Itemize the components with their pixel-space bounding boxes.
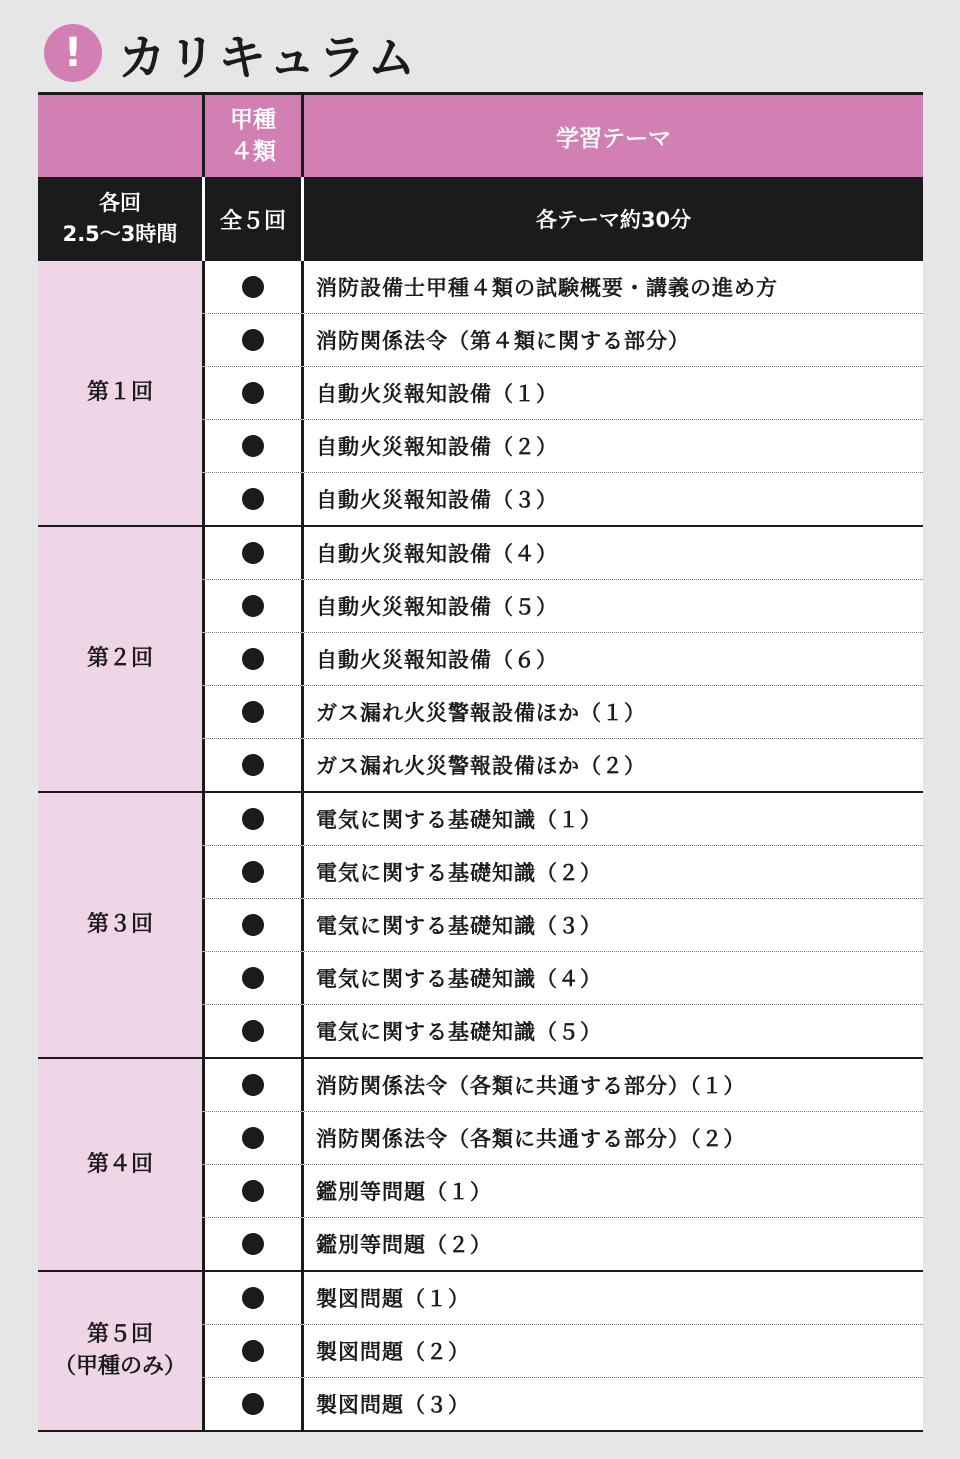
mark-cell — [202, 1218, 304, 1270]
bullet-dot-icon — [242, 967, 264, 989]
table-row — [202, 793, 923, 846]
table-row — [202, 1165, 923, 1218]
mark-cell — [202, 580, 304, 632]
bullet-dot-icon — [242, 488, 264, 510]
topic-text: 製図問題（２） — [316, 1340, 470, 1364]
table-row — [202, 473, 923, 525]
header-type-cell — [202, 95, 304, 177]
table-row — [202, 1325, 923, 1378]
session-label-line2: （甲種のみ） — [53, 1354, 186, 1379]
bullet-dot-icon — [242, 276, 264, 298]
mark-cell — [202, 420, 304, 472]
mark-cell — [202, 1272, 304, 1324]
header-duration-line1: 各回 — [99, 191, 141, 215]
header-type-line2: ４類 — [230, 139, 276, 165]
table-row — [202, 1272, 923, 1325]
bullet-dot-icon — [242, 1180, 264, 1202]
session-label-line1: 第２回 — [86, 646, 153, 671]
table-row — [202, 314, 923, 367]
table-row — [202, 1218, 923, 1270]
bullet-dot-icon — [242, 595, 264, 617]
topic-text: 電気に関する基礎知識（５） — [316, 1020, 602, 1044]
page-title-bar — [44, 22, 418, 84]
bullet-dot-icon — [242, 1020, 264, 1042]
session-label-line1: 第５回 — [86, 1322, 153, 1347]
mark-cell — [202, 952, 304, 1004]
session-block — [38, 1059, 923, 1272]
bullet-dot-icon — [242, 435, 264, 457]
topic-text: 自動火災報知設備（５） — [316, 595, 558, 619]
session-block — [38, 1272, 923, 1432]
table-row — [202, 420, 923, 473]
bullet-dot-icon — [242, 1127, 264, 1149]
table-row — [202, 1112, 923, 1165]
session-label — [38, 527, 202, 791]
topic-text: ガス漏れ火災警報設備ほか（２） — [316, 754, 646, 778]
bullet-dot-icon — [242, 754, 264, 776]
topic-text: 自動火災報知設備（３） — [316, 488, 558, 512]
topic-text: 自動火災報知設備（１） — [316, 382, 558, 406]
mark-cell — [202, 1005, 304, 1057]
bullet-dot-icon — [242, 1233, 264, 1255]
mark-cell — [202, 686, 304, 738]
topic-text: 製図問題（３） — [316, 1393, 470, 1417]
table-row — [202, 686, 923, 739]
mark-cell — [202, 367, 304, 419]
session-label — [38, 1272, 202, 1430]
mark-cell — [202, 1378, 304, 1430]
table-row — [202, 1005, 923, 1057]
topic-text: 電気に関する基礎知識（４） — [316, 967, 602, 991]
table-row — [202, 633, 923, 686]
table-row — [202, 367, 923, 420]
table-row — [202, 1059, 923, 1112]
bullet-dot-icon — [242, 701, 264, 723]
table-row — [202, 580, 923, 633]
topic-text: 電気に関する基礎知識（３） — [316, 914, 602, 938]
header-row-pink — [38, 95, 923, 177]
curriculum-table — [38, 92, 923, 1432]
topic-text: 鑑別等問題（１） — [316, 1180, 492, 1204]
bullet-dot-icon — [242, 1393, 264, 1415]
mark-cell — [202, 1112, 304, 1164]
table-row — [202, 952, 923, 1005]
mark-cell — [202, 846, 304, 898]
topic-text: 消防関係法令（各類に共通する部分）（２） — [316, 1127, 746, 1151]
exclamation-icon: ! — [44, 24, 102, 82]
bullet-dot-icon — [242, 808, 264, 830]
topic-text: 製図問題（１） — [316, 1287, 470, 1311]
mark-cell — [202, 899, 304, 951]
topic-text: 消防関係法令（第４類に関する部分） — [316, 329, 690, 353]
session-label-line1: 第４回 — [86, 1151, 153, 1177]
mark-cell — [202, 473, 304, 525]
mark-cell — [202, 314, 304, 366]
topic-rows — [202, 793, 923, 1057]
table-row — [202, 261, 923, 314]
table-row — [202, 846, 923, 899]
topic-text: 鑑別等問題（２） — [316, 1233, 492, 1257]
topic-text: 自動火災報知設備（４） — [316, 542, 558, 566]
header-per-theme-cell: 各テーマ約30分 — [535, 208, 692, 232]
topic-rows — [202, 261, 923, 525]
topic-rows — [202, 1272, 923, 1430]
header-empty-cell — [38, 95, 202, 177]
topic-text: 消防関係法令（各類に共通する部分）（１） — [316, 1074, 746, 1098]
topic-rows — [202, 527, 923, 791]
bullet-dot-icon — [242, 1340, 264, 1362]
mark-cell — [202, 1059, 304, 1111]
bullet-dot-icon — [242, 1074, 264, 1096]
bullet-dot-icon — [242, 914, 264, 936]
session-label — [38, 793, 202, 1057]
mark-cell — [202, 1325, 304, 1377]
mark-cell — [202, 527, 304, 579]
header-type-line1: 甲種 — [230, 107, 276, 133]
session-block — [38, 793, 923, 1059]
page-title: カリキュラム — [118, 29, 418, 86]
bullet-dot-icon — [242, 861, 264, 883]
mark-cell — [202, 261, 304, 313]
session-label — [38, 261, 202, 525]
mark-cell — [202, 793, 304, 845]
topic-text: 電気に関する基礎知識（２） — [316, 861, 602, 885]
topic-text: 電気に関する基礎知識（１） — [316, 808, 602, 832]
table-row — [202, 527, 923, 580]
bullet-dot-icon — [242, 648, 264, 670]
mark-cell — [202, 739, 304, 791]
bullet-dot-icon — [242, 329, 264, 351]
table-row — [202, 1378, 923, 1430]
mark-cell — [202, 633, 304, 685]
session-label-line1: 第１回 — [86, 380, 153, 405]
header-theme-cell: 学習テーマ — [556, 125, 671, 152]
session-block — [38, 261, 923, 527]
topic-text: 自動火災報知設備（６） — [316, 648, 558, 672]
header-row-black — [38, 177, 923, 261]
session-label — [38, 1059, 202, 1270]
session-label-line1: 第３回 — [86, 912, 153, 937]
header-duration-line2: 2.5〜3時間 — [62, 222, 178, 246]
topic-rows — [202, 1059, 923, 1270]
topic-text: ガス漏れ火災警報設備ほか（１） — [316, 701, 646, 725]
mark-cell — [202, 1165, 304, 1217]
topic-text: 自動火災報知設備（２） — [316, 435, 558, 459]
header-sessions-total-cell: 全５回 — [202, 177, 304, 261]
bullet-dot-icon — [242, 382, 264, 404]
table-row — [202, 739, 923, 791]
session-block — [38, 527, 923, 793]
header-duration-cell — [38, 177, 202, 261]
topic-text: 消防設備士甲種４類の試験概要・講義の進め方 — [316, 276, 778, 300]
bullet-dot-icon — [242, 1287, 264, 1309]
session-list — [38, 261, 923, 1432]
bullet-dot-icon — [242, 542, 264, 564]
table-row — [202, 899, 923, 952]
